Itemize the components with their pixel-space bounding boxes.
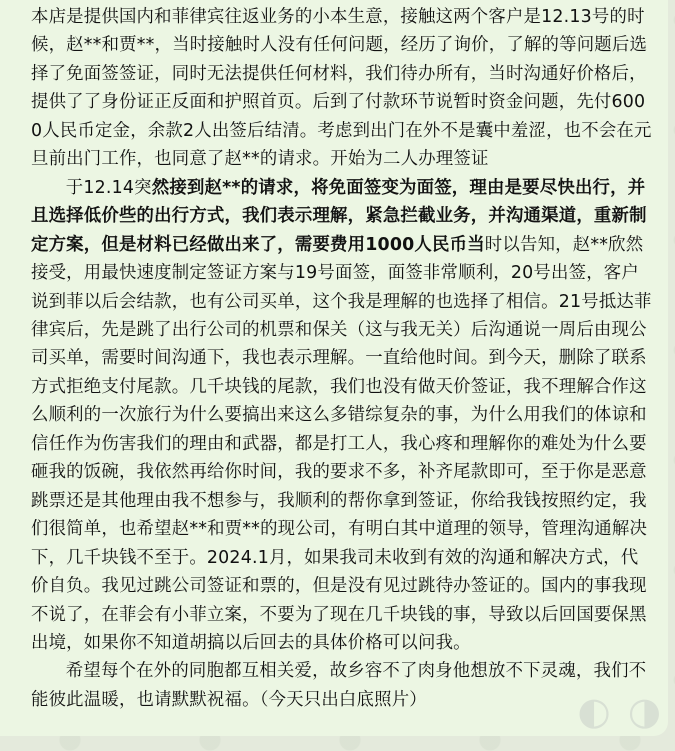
message-paragraph-3 — [31, 657, 654, 714]
paragraph-2-bold-text: 然接到赵**的请求，将免面签变为面签，理由是要尽快出行，并且选择低价些的出行方式，我们表示理解，紧急拦截业务，并沟通渠道，重新制定方案，但是材料已经做出来了，需要费用1000人民币当 — [31, 177, 647, 255]
message-paragraph-1 — [31, 3, 654, 174]
watermark-logo: ◐ ◑ — [577, 689, 663, 733]
message-paragraph-2 — [31, 174, 654, 658]
paragraph-2-body-text: 时以告知，赵**欣然接受，用最快速度制定签证方案与19号面签，面签非常顺利，20号出签，客户说到菲以后会结款，也有公司买单，这个我是理解的也选择了相信。21号抵达菲律宾后，先是跳了出行公司的机票和保关（这与我无关）后沟通说一周后由现公司买单，需要时间沟通下，我也表示理解。一直给他时间。到今天，删除了联系方式拒绝支付尾款。几千块钱的尾款，我们也没有做天价签证，我不理解合作这么顺利的一次旅行为什么要搞出来这么多错综复杂的事，为什么用我们的体谅和信任作为伤害我们的理由和武器，都是打工人，我心疼和理解你的难处为什么要砸我的饭碗，我依然再给你时间，我的要求不多，补齐尾款即可，至于你是恶意跳票还是其他理由我不想参与，我顺利的帮你拿到签证，你给我钱按照约定，我们很简单，也希望赵**和贾**的现公司，有明白其中道理的领导，管理沟通解决下，几千块钱不至于。2024.1月，如果我司未收到有效的沟通和解决方式，代价自负。我见过跳公司签证和票的，但是没有见过跳待办签证的。国内的事我现不说了，在菲会有小菲立案，不要为了现在几千块钱的事，导致以后回国要保黑出境，如果你不知道胡搞以后回去的具体价格可以问我。 — [31, 234, 652, 653]
paragraph-3-text: 希望每个在外的同胞都互相关爱，故乡容不了肉身他想放不下灵魂，我们不能彼此温暖，也请默默祝福。（今天只出白底照片） — [31, 661, 647, 710]
paragraph-1-text: 本店是提供国内和菲律宾往返业务的小本生意，接触这两个客户是12.13号的时候，赵**和贾**，当时接触时人没有任何问题，经历了询价，了解的等问题后选择了免面签签证，同时无法提供任何材料，我们待办所有，当时沟通好价格后，提供了了身份证正反面和护照首页。后到了付款环节说暂时资金问题，先付6000人民币定金，余款2人出签后结清。考虑到出门在外不是囊中羞涩，也不会在元旦前出门工作，也同意了赵**的请求。开始为二人办理签证 — [31, 7, 652, 170]
paragraph-2-lead-text: 于12.14突 — [65, 177, 152, 198]
